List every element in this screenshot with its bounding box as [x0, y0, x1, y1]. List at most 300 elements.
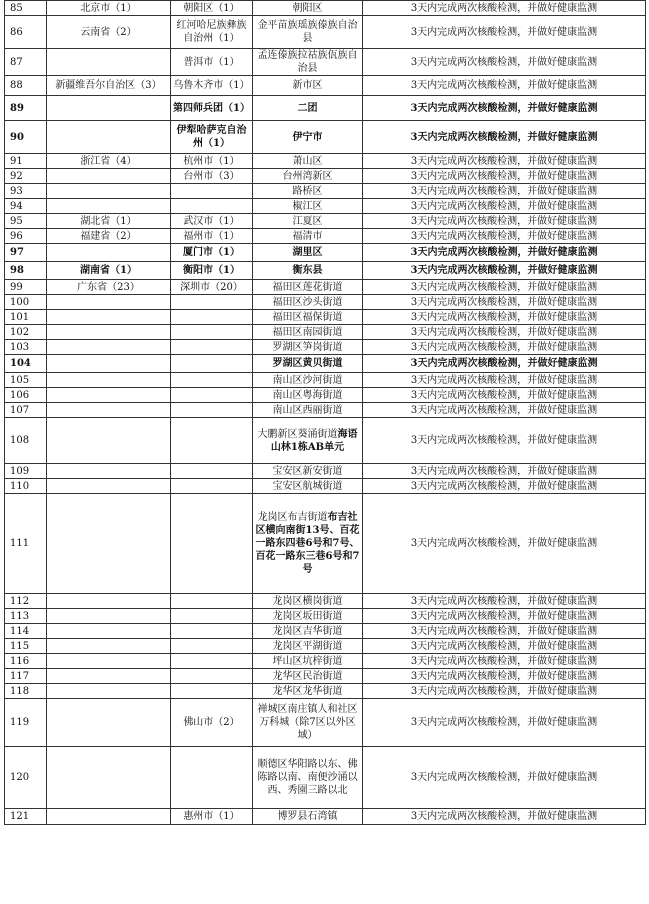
table-row — [5, 809, 646, 825]
area-cell-text: 禅城区南庄镇人和社区万科城（除7区以外区域） — [257, 704, 358, 741]
table-row — [5, 96, 646, 121]
table-row — [5, 169, 646, 184]
row-number — [5, 594, 47, 609]
table-row — [5, 609, 646, 624]
area-cell — [253, 280, 363, 295]
area-cell-text: 福田区沙头街道 — [272, 296, 343, 308]
measure-cell: 3天内完成两次核酸检测，并做好健康监测 — [363, 594, 646, 609]
area-cell — [253, 310, 363, 325]
table-row — [5, 310, 646, 325]
province-cell — [47, 244, 171, 262]
table-row — [5, 229, 646, 244]
area-cell — [253, 464, 363, 479]
province-cell-text: 湖北省（1） — [80, 215, 137, 227]
measure-cell: 3天内完成两次核酸检测，并做好健康监测 — [363, 355, 646, 373]
area-cell-text: 湖里区 — [292, 247, 323, 258]
table-row — [5, 403, 646, 418]
area-cell — [253, 809, 363, 825]
table-row — [5, 699, 646, 747]
table-row — [5, 16, 646, 49]
row-number — [5, 340, 47, 355]
row-number-text: 90 — [10, 131, 24, 143]
city-cell — [171, 49, 253, 76]
area-cell — [253, 96, 363, 121]
city-cell-text: 红河哈尼族彝族自治州（1） — [176, 20, 247, 44]
row-number-text: 121 — [10, 811, 30, 822]
city-cell-text: 佛山市（2） — [183, 717, 240, 728]
row-number-text: 114 — [10, 625, 30, 637]
province-cell — [47, 199, 171, 214]
area-cell-text: 福田区南园街道 — [272, 326, 343, 338]
row-number-text: 92 — [10, 170, 23, 182]
area-cell — [253, 184, 363, 199]
area-cell-text: 伊宁市 — [292, 131, 323, 143]
row-number-text: 117 — [10, 670, 30, 682]
area-cell-text: 龙岗区坂田街道 — [272, 610, 343, 622]
area-cell-text: 衡东县 — [292, 265, 323, 276]
city-cell-text: 朝阳区（1） — [183, 2, 240, 14]
risk-area-table — [4, 0, 646, 825]
area-cell-text: 南山区西丽街道 — [272, 404, 343, 416]
table-row — [5, 340, 646, 355]
area-cell — [253, 654, 363, 669]
measure-cell: 3天内完成两次核酸检测，并做好健康监测 — [363, 229, 646, 244]
row-number — [5, 418, 47, 464]
city-cell-text: 福州市（1） — [183, 230, 240, 242]
row-number-text: 87 — [10, 56, 23, 68]
area-cell — [253, 609, 363, 624]
row-number-text: 105 — [10, 374, 30, 386]
table-row — [5, 684, 646, 699]
province-cell — [47, 654, 171, 669]
row-number-text: 96 — [10, 230, 23, 242]
area-cell — [253, 295, 363, 310]
province-cell — [47, 388, 171, 403]
province-cell-text: 湖南省（1） — [80, 265, 137, 276]
area-cell — [253, 355, 363, 373]
area-cell-text: 大鹏新区葵涌街道 — [257, 428, 338, 440]
area-cell-text: 宝安区航城街道 — [272, 480, 343, 492]
measure-cell: 3天内完成两次核酸检测，并做好健康监测 — [363, 494, 646, 594]
row-number — [5, 403, 47, 418]
area-cell — [253, 669, 363, 684]
row-number-text: 113 — [10, 610, 30, 622]
area-cell — [253, 479, 363, 494]
row-number — [5, 684, 47, 699]
city-cell-text: 台州市（3） — [183, 170, 240, 182]
area-cell — [253, 49, 363, 76]
area-cell-text: 南山区沙河街道 — [272, 374, 343, 386]
city-cell — [171, 684, 253, 699]
measure-cell: 3天内完成两次核酸检测，并做好健康监测 — [363, 96, 646, 121]
row-number — [5, 121, 47, 154]
city-cell-text: 惠州市（1） — [183, 811, 240, 822]
city-cell — [171, 16, 253, 49]
province-cell — [47, 280, 171, 295]
row-number — [5, 699, 47, 747]
area-cell — [253, 262, 363, 280]
measure-cell: 3天内完成两次核酸检测，并做好健康监测 — [363, 624, 646, 639]
table-row — [5, 388, 646, 403]
row-number-text: 99 — [10, 281, 23, 293]
table-row — [5, 747, 646, 809]
city-cell — [171, 340, 253, 355]
table-row — [5, 199, 646, 214]
table-row — [5, 154, 646, 169]
area-cell-text: 罗湖区笋岗街道 — [272, 341, 343, 353]
area-cell-text: 龙岗区吉华街道 — [272, 625, 343, 637]
row-number — [5, 76, 47, 96]
row-number — [5, 214, 47, 229]
area-cell-text: 南山区粤海街道 — [272, 389, 343, 401]
province-cell — [47, 684, 171, 699]
province-cell — [47, 76, 171, 96]
measure-cell: 3天内完成两次核酸检测，并做好健康监测 — [363, 262, 646, 280]
city-cell — [171, 310, 253, 325]
measure-cell: 3天内完成两次核酸检测，并做好健康监测 — [363, 184, 646, 199]
city-cell — [171, 154, 253, 169]
province-cell — [47, 295, 171, 310]
area-cell — [253, 340, 363, 355]
city-cell-text: 杭州市（1） — [183, 155, 240, 167]
area-cell-text: 萧山区 — [292, 155, 323, 167]
row-number — [5, 464, 47, 479]
row-number — [5, 199, 47, 214]
row-number-text: 102 — [10, 326, 30, 338]
province-cell — [47, 184, 171, 199]
province-cell — [47, 699, 171, 747]
area-cell — [253, 121, 363, 154]
table-row — [5, 624, 646, 639]
city-cell-text: 乌鲁木齐市（1） — [173, 80, 250, 91]
area-cell-text: 台州湾新区 — [282, 170, 333, 182]
row-number — [5, 479, 47, 494]
row-number — [5, 49, 47, 76]
area-cell-text: 孟连傣族拉祜族佤族自治县 — [257, 50, 358, 74]
row-number — [5, 373, 47, 388]
city-cell — [171, 654, 253, 669]
measure-cell: 3天内完成两次核酸检测，并做好健康监测 — [363, 479, 646, 494]
city-cell — [171, 262, 253, 280]
measure-cell: 3天内完成两次核酸检测，并做好健康监测 — [363, 310, 646, 325]
city-cell — [171, 639, 253, 654]
row-number — [5, 154, 47, 169]
row-number — [5, 229, 47, 244]
row-number-text: 88 — [10, 80, 23, 91]
table-row — [5, 49, 646, 76]
row-number-text: 110 — [10, 480, 30, 492]
area-cell-text: 罗湖区黄贝街道 — [272, 358, 343, 369]
city-cell — [171, 699, 253, 747]
measure-cell: 3天内完成两次核酸检测，并做好健康监测 — [363, 280, 646, 295]
table-row — [5, 244, 646, 262]
table-row — [5, 418, 646, 464]
city-cell — [171, 325, 253, 340]
row-number-text: 119 — [10, 717, 30, 728]
table-row — [5, 280, 646, 295]
area-cell — [253, 16, 363, 49]
measure-cell: 3天内完成两次核酸检测，并做好健康监测 — [363, 121, 646, 154]
row-number-text: 120 — [10, 772, 30, 783]
table-row — [5, 654, 646, 669]
measure-cell: 3天内完成两次核酸检测，并做好健康监测 — [363, 1, 646, 16]
row-number-text: 89 — [10, 102, 24, 114]
province-cell — [47, 340, 171, 355]
area-cell — [253, 747, 363, 809]
province-cell — [47, 121, 171, 154]
measure-cell: 3天内完成两次核酸检测，并做好健康监测 — [363, 214, 646, 229]
area-cell-text: 福田区福保街道 — [272, 311, 343, 323]
province-cell — [47, 494, 171, 594]
area-cell — [253, 169, 363, 184]
province-cell — [47, 169, 171, 184]
area-cell-text: 龙岗区平湖街道 — [272, 640, 343, 652]
city-cell — [171, 184, 253, 199]
table-row — [5, 325, 646, 340]
area-cell — [253, 418, 363, 464]
area-cell — [253, 199, 363, 214]
row-number — [5, 609, 47, 624]
city-cell — [171, 355, 253, 373]
area-cell — [253, 229, 363, 244]
area-cell — [253, 373, 363, 388]
row-number — [5, 654, 47, 669]
city-cell — [171, 96, 253, 121]
row-number-text: 115 — [10, 640, 30, 652]
area-cell — [253, 76, 363, 96]
measure-cell: 3天内完成两次核酸检测，并做好健康监测 — [363, 809, 646, 825]
row-number-text: 106 — [10, 389, 30, 401]
city-cell — [171, 280, 253, 295]
province-cell — [47, 355, 171, 373]
city-cell — [171, 494, 253, 594]
measure-cell: 3天内完成两次核酸检测，并做好健康监测 — [363, 684, 646, 699]
measure-cell: 3天内完成两次核酸检测，并做好健康监测 — [363, 295, 646, 310]
row-number — [5, 325, 47, 340]
row-number-text: 97 — [10, 247, 24, 258]
city-cell — [171, 388, 253, 403]
table-row — [5, 262, 646, 280]
area-cell-text: 椒江区 — [292, 200, 323, 212]
table-row — [5, 184, 646, 199]
area-cell — [253, 325, 363, 340]
province-cell — [47, 594, 171, 609]
city-cell-text: 第四师兵团（1） — [173, 102, 250, 114]
area-detail-text: 海语山林1栋AB单元 — [270, 428, 358, 453]
province-cell — [47, 325, 171, 340]
province-cell-text: 北京市（1） — [80, 2, 137, 14]
row-number-text: 86 — [10, 26, 23, 38]
area-cell — [253, 154, 363, 169]
area-cell-text: 龙华区民治街道 — [272, 670, 343, 682]
area-cell — [253, 684, 363, 699]
province-cell — [47, 479, 171, 494]
province-cell — [47, 49, 171, 76]
table-row — [5, 464, 646, 479]
city-cell — [171, 169, 253, 184]
table-row — [5, 295, 646, 310]
row-number-text: 85 — [10, 2, 23, 14]
row-number — [5, 169, 47, 184]
measure-cell: 3天内完成两次核酸检测，并做好健康监测 — [363, 403, 646, 418]
measure-cell: 3天内完成两次核酸检测，并做好健康监测 — [363, 49, 646, 76]
area-cell-text: 宝安区新安街道 — [272, 465, 343, 477]
city-cell — [171, 809, 253, 825]
row-number-text: 107 — [10, 404, 30, 416]
table-row — [5, 214, 646, 229]
row-number-text: 118 — [10, 685, 30, 697]
table-row — [5, 121, 646, 154]
measure-cell: 3天内完成两次核酸检测，并做好健康监测 — [363, 373, 646, 388]
row-number-text: 98 — [10, 265, 24, 276]
province-cell-text: 广东省（23） — [77, 281, 140, 293]
table-row — [5, 1, 646, 16]
measure-cell: 3天内完成两次核酸检测，并做好健康监测 — [363, 169, 646, 184]
province-cell — [47, 373, 171, 388]
province-cell-text: 云南省（2） — [80, 26, 137, 38]
city-cell — [171, 418, 253, 464]
row-number — [5, 16, 47, 49]
province-cell — [47, 403, 171, 418]
row-number — [5, 280, 47, 295]
table-row — [5, 494, 646, 594]
row-number — [5, 388, 47, 403]
row-number-text: 101 — [10, 311, 30, 323]
measure-cell: 3天内完成两次核酸检测，并做好健康监测 — [363, 699, 646, 747]
area-cell-text: 新市区 — [292, 80, 323, 91]
city-cell — [171, 214, 253, 229]
table-row — [5, 479, 646, 494]
row-number — [5, 96, 47, 121]
area-cell-text: 坪山区坑梓街道 — [272, 655, 343, 667]
measure-cell: 3天内完成两次核酸检测，并做好健康监测 — [363, 654, 646, 669]
row-number — [5, 184, 47, 199]
table-row — [5, 669, 646, 684]
city-cell-text: 衡阳市（1） — [183, 265, 240, 276]
measure-cell: 3天内完成两次核酸检测，并做好健康监测 — [363, 76, 646, 96]
province-cell — [47, 229, 171, 244]
area-cell-text: 龙岗区横岗街道 — [272, 595, 343, 607]
area-cell — [253, 594, 363, 609]
row-number-text: 104 — [10, 358, 31, 369]
area-cell-text: 顺德区华阳路以东、佛陈路以南、南便沙涌以西、秀園三路以北 — [257, 759, 358, 796]
row-number — [5, 624, 47, 639]
city-cell — [171, 229, 253, 244]
row-number — [5, 494, 47, 594]
row-number-text: 94 — [10, 200, 23, 212]
province-cell — [47, 418, 171, 464]
table-row — [5, 355, 646, 373]
city-cell-text: 深圳市（20） — [180, 281, 243, 293]
area-cell-text: 二团 — [297, 102, 318, 114]
table-row — [5, 639, 646, 654]
measure-cell: 3天内完成两次核酸检测，并做好健康监测 — [363, 747, 646, 809]
city-cell — [171, 747, 253, 809]
row-number-text: 116 — [10, 655, 30, 667]
city-cell — [171, 479, 253, 494]
area-cell-text: 福田区莲花街道 — [272, 281, 343, 293]
city-cell — [171, 199, 253, 214]
row-number-text: 91 — [10, 155, 23, 167]
province-cell — [47, 624, 171, 639]
row-number-text: 112 — [10, 595, 30, 607]
province-cell — [47, 639, 171, 654]
area-cell — [253, 624, 363, 639]
row-number — [5, 310, 47, 325]
area-cell-text: 金平苗族瑶族傣族自治县 — [257, 20, 358, 44]
city-cell — [171, 76, 253, 96]
area-cell — [253, 388, 363, 403]
row-number-text: 109 — [10, 465, 30, 477]
table-row — [5, 373, 646, 388]
city-cell — [171, 594, 253, 609]
province-cell — [47, 262, 171, 280]
area-cell-text: 江夏区 — [292, 215, 323, 227]
measure-cell: 3天内完成两次核酸检测，并做好健康监测 — [363, 199, 646, 214]
measure-cell: 3天内完成两次核酸检测，并做好健康监测 — [363, 418, 646, 464]
table-row — [5, 76, 646, 96]
measure-cell: 3天内完成两次核酸检测，并做好健康监测 — [363, 154, 646, 169]
province-cell — [47, 1, 171, 16]
measure-cell: 3天内完成两次核酸检测，并做好健康监测 — [363, 464, 646, 479]
row-number — [5, 747, 47, 809]
city-cell — [171, 609, 253, 624]
area-detail-text: 布吉社区横向南街13号、百花一路东四巷6号和7号、百花一路东三巷6号和7号 — [255, 512, 360, 575]
area-cell-text: 路桥区 — [292, 185, 323, 197]
province-cell-text: 新疆维吾尔自治区（3） — [55, 80, 162, 91]
city-cell — [171, 121, 253, 154]
area-cell — [253, 244, 363, 262]
area-cell — [253, 403, 363, 418]
row-number-text: 103 — [10, 341, 30, 353]
row-number-text: 108 — [10, 435, 30, 446]
area-cell — [253, 214, 363, 229]
measure-cell: 3天内完成两次核酸检测，并做好健康监测 — [363, 639, 646, 654]
province-cell — [47, 609, 171, 624]
city-cell — [171, 373, 253, 388]
measure-cell: 3天内完成两次核酸检测，并做好健康监测 — [363, 244, 646, 262]
row-number-text: 93 — [10, 185, 23, 197]
city-cell — [171, 295, 253, 310]
area-cell-text: 龙华区龙华街道 — [272, 685, 343, 697]
measure-cell: 3天内完成两次核酸检测，并做好健康监测 — [363, 340, 646, 355]
city-cell — [171, 1, 253, 16]
row-number — [5, 669, 47, 684]
city-cell — [171, 669, 253, 684]
city-cell-text: 武汉市（1） — [183, 215, 240, 227]
row-number — [5, 639, 47, 654]
row-number — [5, 355, 47, 373]
province-cell-text: 福建省（2） — [80, 230, 137, 242]
row-number-text: 111 — [10, 538, 30, 549]
city-cell-text: 普洱市（1） — [183, 56, 240, 68]
province-cell — [47, 310, 171, 325]
province-cell — [47, 96, 171, 121]
city-cell-text: 伊犁哈萨克自治州（1） — [176, 125, 247, 149]
row-number — [5, 262, 47, 280]
area-cell-text: 福清市 — [292, 230, 323, 242]
measure-cell: 3天内完成两次核酸检测，并做好健康监测 — [363, 16, 646, 49]
city-cell — [171, 244, 253, 262]
province-cell — [47, 154, 171, 169]
table-row — [5, 594, 646, 609]
area-cell-text: 朝阳区 — [292, 2, 323, 14]
province-cell-text: 浙江省（4） — [80, 155, 137, 167]
city-cell — [171, 624, 253, 639]
measure-cell: 3天内完成两次核酸检测，并做好健康监测 — [363, 609, 646, 624]
measure-cell: 3天内完成两次核酸检测，并做好健康监测 — [363, 388, 646, 403]
measure-cell: 3天内完成两次核酸检测，并做好健康监测 — [363, 325, 646, 340]
